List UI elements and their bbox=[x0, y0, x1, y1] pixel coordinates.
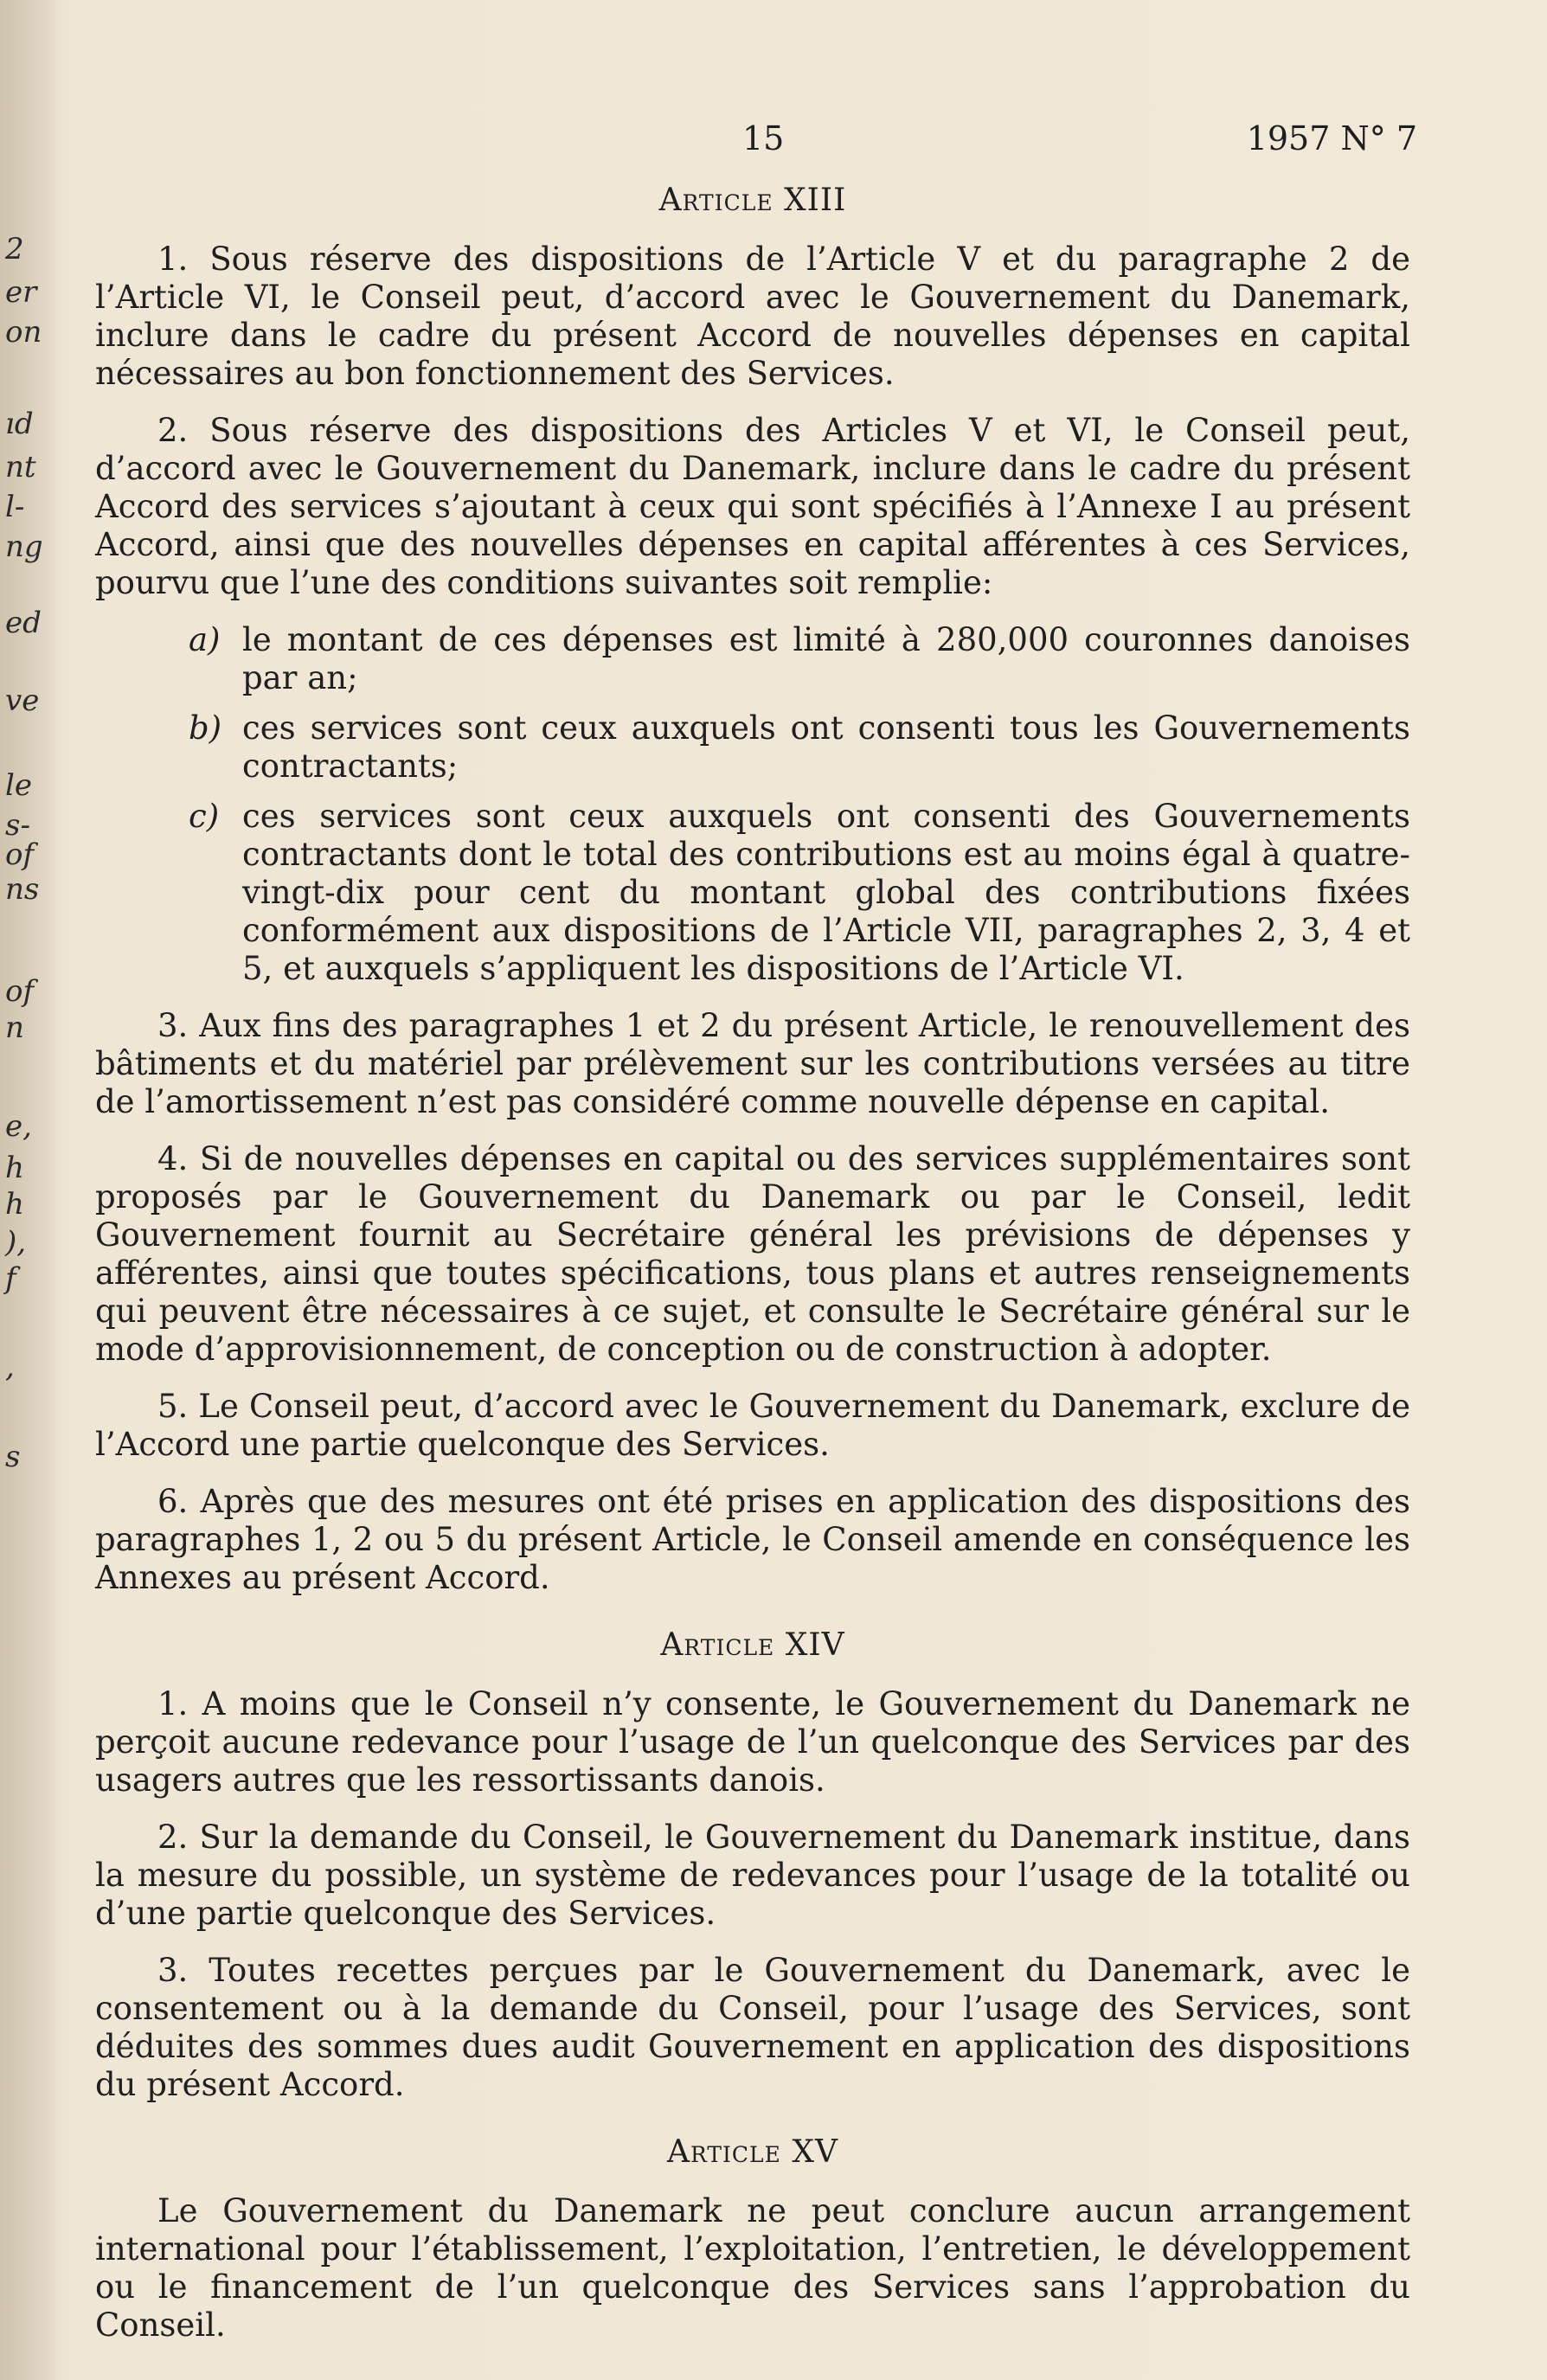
gutter-fragment: ns bbox=[5, 872, 40, 907]
condition-item-c bbox=[95, 798, 1410, 988]
gutter-fragment: ıd bbox=[5, 407, 34, 441]
gutter-fragment: h bbox=[5, 1187, 24, 1222]
gutter-fragment: s- bbox=[5, 808, 30, 843]
gutter-fragment: nt bbox=[5, 450, 36, 484]
article-xiii-heading: Article XIII bbox=[658, 183, 847, 218]
article-xv-paragraph-1: Le Gouvernement du Danemark ne peut conclure aucun arrangement international pour l’établissement, l’exploitation, l’entretien, le développement ou le financement de l’un quelconque des Services sans l’approbation du Conseil. bbox=[95, 2192, 1410, 2344]
article-xiii-paragraph-2: 2. Sous réserve des dispositions des Articles V et VI, le Conseil peut, d’accord avec le Gouvernement du Danemark, inclure dans le cadre du présent Accord des services s’ajoutant à ceux qui sont spécifiés à l’Annexe I au présent Accord, ainsi que des nouvelles dépenses en capital afférentes à ces Services, pourvu que l’une des conditions suivantes soit remplie: bbox=[95, 412, 1410, 601]
article-xv-heading: Article XV bbox=[667, 2134, 838, 2170]
article-xiii-paragraph-4: 4. Si de nouvelles dépenses en capital ou des services supplémentaires sont proposés par le Gouvernement du Danemark ou par le Conseil, ledit Gouvernement fournit au Secrétaire général les prévisions de dépenses y afférentes, ainsi que toutes spécifications, tous plans et autres renseignements qui peuvent être nécessaires à ce sujet, et consulte le Secrétaire général sur le mode d’approvisionnement, de conception ou de construction à adopter. bbox=[95, 1140, 1410, 1368]
gutter-fragment: of bbox=[5, 974, 35, 1009]
body-text bbox=[95, 182, 1410, 2364]
article-xiii-paragraph-1: 1. Sous réserve des dispositions de l’Article V et du paragraphe 2 de l’Article VI, le Conseil peut, d’accord avec le Gouvernement du Danemark, inclure dans le cadre du présent Accord de nouvelles dépenses en capital nécessaires au bon fonctionnement des Services. bbox=[95, 241, 1410, 392]
condition-item-a bbox=[95, 621, 1410, 697]
gutter-fragment: ed bbox=[5, 606, 42, 640]
item-text: le montant de ces dépenses est limité à 280,000 couronnes danoises par an; bbox=[242, 621, 1410, 696]
item-label: c) bbox=[189, 798, 220, 835]
item-label: b) bbox=[189, 709, 222, 747]
gutter-fragment: le bbox=[5, 768, 32, 803]
gutter-fragment: of bbox=[5, 837, 35, 872]
running-head bbox=[95, 119, 1417, 163]
article-xiv-paragraph-3: 3. Toutes recettes perçues par le Gouvernement du Danemark, avec le consentement ou à la demande du Conseil, pour l’usage des Services, sont déduites des sommes dues audit Gouvernement en application des dispositions du présent Accord. bbox=[95, 1952, 1410, 2103]
gutter-fragment: ng bbox=[5, 529, 43, 564]
article-xiv-paragraph-2: 2. Sur la demande du Conseil, le Gouvernement du Danemark institue, dans la mesure du possible, un système de redevances pour l’usage de la totalité ou d’une partie quelconque des Services. bbox=[95, 1819, 1410, 1932]
gutter-fragment: e, bbox=[5, 1109, 32, 1144]
facing-page-gutter bbox=[0, 0, 61, 2380]
gutter-fragment: s bbox=[5, 1440, 21, 1474]
gutter-fragment: l- bbox=[5, 490, 25, 524]
series-number: 1957 N° 7 bbox=[1246, 119, 1417, 157]
item-text: ces services sont ceux auxquels ont consenti tous les Gouvernements contractants; bbox=[242, 709, 1410, 785]
gutter-fragment: n bbox=[5, 1010, 24, 1045]
gutter-fragment: , bbox=[5, 1350, 15, 1384]
item-text: ces services sont ceux auxquels ont consenti des Gouvernements contractants dont le total des contributions est au moins égal à quatre-vingt-dix pour cent du montant global des contributions fixées conformément aux dispositions de l’Article VII, paragraphes 2, 3, 4 et 5, et auxquels s’appliquent les dispositions de l’Article VI. bbox=[242, 798, 1410, 987]
gutter-fragment: er bbox=[5, 275, 37, 310]
gutter-fragment: ve bbox=[5, 683, 40, 718]
page-number: 15 bbox=[742, 119, 785, 157]
gutter-fragment: f bbox=[5, 1261, 16, 1296]
gutter-fragment: on bbox=[5, 315, 42, 350]
article-xiii-paragraph-5: 5. Le Conseil peut, d’accord avec le Gouvernement du Danemark, exclure de l’Accord une partie quelconque des Services. bbox=[95, 1388, 1410, 1463]
gutter-fragment: h bbox=[5, 1151, 24, 1185]
item-label: a) bbox=[189, 621, 221, 658]
article-xiv-heading: Article XIV bbox=[660, 1627, 845, 1663]
article-xiii-paragraph-3: 3. Aux fins des paragraphes 1 et 2 du présent Article, le renouvellement des bâtiments et du matériel par prélèvement sur les contributions versées au titre de l’amortissement n’est pas considéré comme nouvelle dépense en capital. bbox=[95, 1007, 1410, 1120]
gutter-fragment: 2 bbox=[5, 232, 24, 266]
gutter-fragment: ), bbox=[5, 1225, 27, 1260]
condition-item-b bbox=[95, 709, 1410, 786]
article-xiv-paragraph-1: 1. A moins que le Conseil n’y consente, le Gouvernement du Danemark ne perçoit aucune redevance pour l’usage de l’un quelconque des Services par des usagers autres que les ressortissants danois. bbox=[95, 1685, 1410, 1799]
article-xiii-paragraph-6: 6. Après que des mesures ont été prises en application des dispositions des paragraphes 1, 2 ou 5 du présent Article, le Conseil amende en conséquence les Annexes au présent Accord. bbox=[95, 1483, 1410, 1596]
